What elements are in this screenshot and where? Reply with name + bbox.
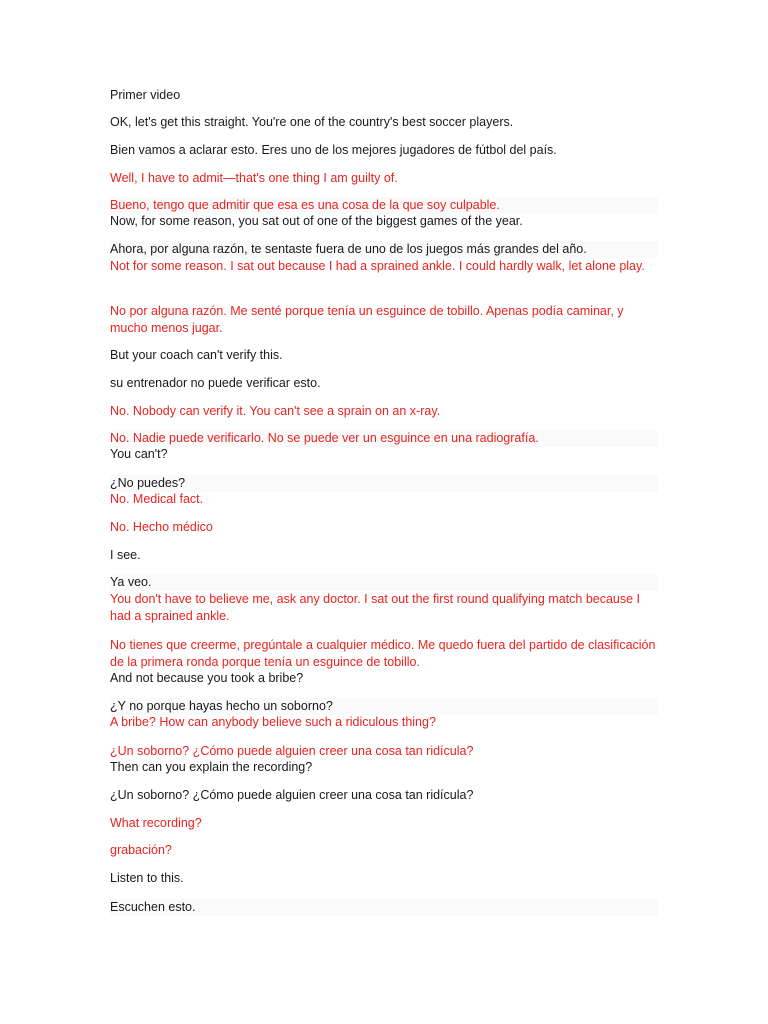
transcript-line-8: No por alguna razón. Me senté porque tenía un esguince de tobillo. Apenas podía caminar, y mucho menos jugar.: [110, 304, 624, 335]
transcript-line-22: ¿Y no porque hayas hecho un soborno?: [110, 698, 658, 715]
transcript-line-6: Ahora, por alguna razón, te sentaste fuera de uno de los juegos más grandes del año.: [110, 241, 658, 258]
transcript-line-18: Ya veo.: [110, 574, 658, 591]
transcript-line-3: Well, I have to admit—that's one thing I am guilty of.: [110, 171, 398, 185]
transcript-line-5: Now, for some reason, you sat out of one of the biggest games of the year.: [110, 214, 523, 228]
transcript-line-30: Escuchen esto.: [110, 899, 658, 916]
transcript-line-29: Listen to this.: [110, 871, 184, 885]
transcript-line-11: No. Nobody can verify it. You can't see a sprain on an x-ray.: [110, 404, 441, 418]
transcript-line-7: Not for some reason. I sat out because I had a sprained ankle. I could hardly walk, let alone play.: [110, 259, 645, 273]
transcript-line-24: ¿Un soborno? ¿Cómo puede alguien creer una cosa tan ridícula?: [110, 744, 474, 758]
transcript-line-25: Then can you explain the recording?: [110, 760, 313, 774]
transcript-line-14: ¿No puedes?: [110, 475, 658, 492]
transcript-line-2: Bien vamos a aclarar esto. Eres uno de los mejores jugadores de fútbol del país.: [110, 143, 557, 157]
transcript-line-9: But your coach can't verify this.: [110, 348, 283, 362]
transcript-line-19: You don't have to believe me, ask any doctor. I sat out the first round qualifying match because I had a sprained ankle.: [110, 592, 641, 623]
transcript-line-21: And not because you took a bribe?: [110, 671, 304, 685]
transcript-line-13: You can't?: [110, 447, 168, 461]
transcript-line-26: ¿Un soborno? ¿Cómo puede alguien creer una cosa tan ridícula?: [110, 788, 474, 802]
transcript-line-16: No. Hecho médico: [110, 520, 213, 534]
transcript-line-27: What recording?: [110, 816, 202, 830]
transcript-line-4: Bueno, tengo que admitir que esa es una cosa de la que soy culpable.: [110, 197, 658, 214]
transcript-line-23: A bribe? How can anybody believe such a ridiculous thing?: [110, 715, 436, 729]
transcript-line-28: grabación?: [110, 843, 172, 857]
transcript-line-1: OK, let's get this straight. You're one of the country's best soccer players.: [110, 115, 514, 129]
transcript-line-17: I see.: [110, 548, 141, 562]
transcript-line-15: No. Medical fact.: [110, 492, 204, 506]
transcript-line-12: No. Nadie puede verificarlo. No se puede ver un esguince en una radiografía.: [110, 430, 658, 447]
document-title: Primer video: [110, 88, 181, 102]
transcript-line-20: No tienes que creerme, pregúntale a cualquier médico. Me quedo fuera del partido de clasificación de la primera ronda porque tenía un esguince de tobillo.: [110, 638, 656, 669]
transcript-line-10: su entrenador no puede verificar esto.: [110, 376, 321, 390]
